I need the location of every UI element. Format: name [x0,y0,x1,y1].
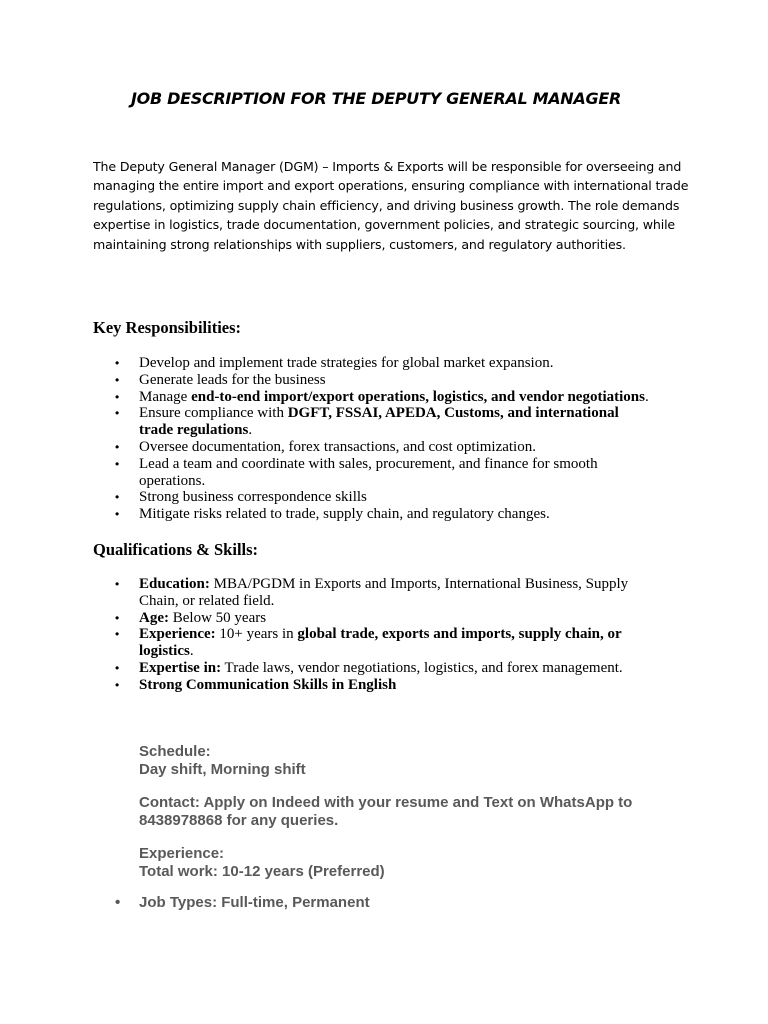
list-item: • Strong business correspondence skills [93,489,653,506]
list-item: • Ensure compliance with DGFT, FSSAI, APEDA, Customs, and international trade regulations. [93,405,653,439]
qualifications-heading: Qualifications & Skills: [93,540,259,559]
experience-block [139,845,385,880]
schedule-value: Day shift, Morning shift [139,760,306,778]
list-item: • Generate leads for the business [93,372,653,389]
list-item: • Age: Below 50 years [93,610,653,627]
list-item: • Strong Communication Skills in English [93,677,653,694]
qualifications-list [93,576,653,694]
intro-paragraph: The Deputy General Manager (DGM) – Imports & Exports will be responsible for overseeing and managing the entire import and export operations, ensuring compliance with international trade regulations, optimizing supply chain efficiency, and driving business growth. The role demands expertise in logistics, trade documentation, government policies, and strategic sourcing, while maintaining strong relationships with suppliers, customers, and regulatory authorities. [93,159,689,252]
list-item: • Manage end-to-end import/export operations, logistics, and vendor negotiations. [93,389,653,406]
list-item: • Lead a team and coordinate with sales, procurement, and finance for smooth operations. [93,456,653,490]
key-responsibilities-heading: Key Responsibilities: [93,318,242,337]
job-types-list [93,894,370,912]
experience-value: Total work: 10-12 years (Preferred) [139,862,385,880]
list-item: • Education: MBA/PGDM in Exports and Imports, International Business, Supply Chain, or related field. [93,576,653,610]
list-item: • Develop and implement trade strategies for global market expansion. [93,355,653,372]
job-types-item: • Job Types: Full-time, Permanent [93,894,370,912]
experience-label: Experience: [139,845,225,862]
list-item: • Experience: 10+ years in global trade, exports and imports, supply chain, or logistics. [93,626,653,660]
key-responsibilities-list [93,355,653,523]
list-item: • Expertise in: Trade laws, vendor negotiations, logistics, and forex management. [93,660,653,677]
page-title: JOB DESCRIPTION FOR THE DEPUTY GENERAL MANAGER [131,89,621,108]
schedule-label: Schedule: [139,743,211,760]
schedule-block [139,743,306,778]
contact-text: Contact: Apply on Indeed with your resume and Text on WhatsApp to 8438978868 for any queries. [139,794,633,829]
list-item: • Oversee documentation, forex transactions, and cost optimization. [93,439,653,456]
list-item: • Mitigate risks related to trade, supply chain, and regulatory changes. [93,506,653,523]
